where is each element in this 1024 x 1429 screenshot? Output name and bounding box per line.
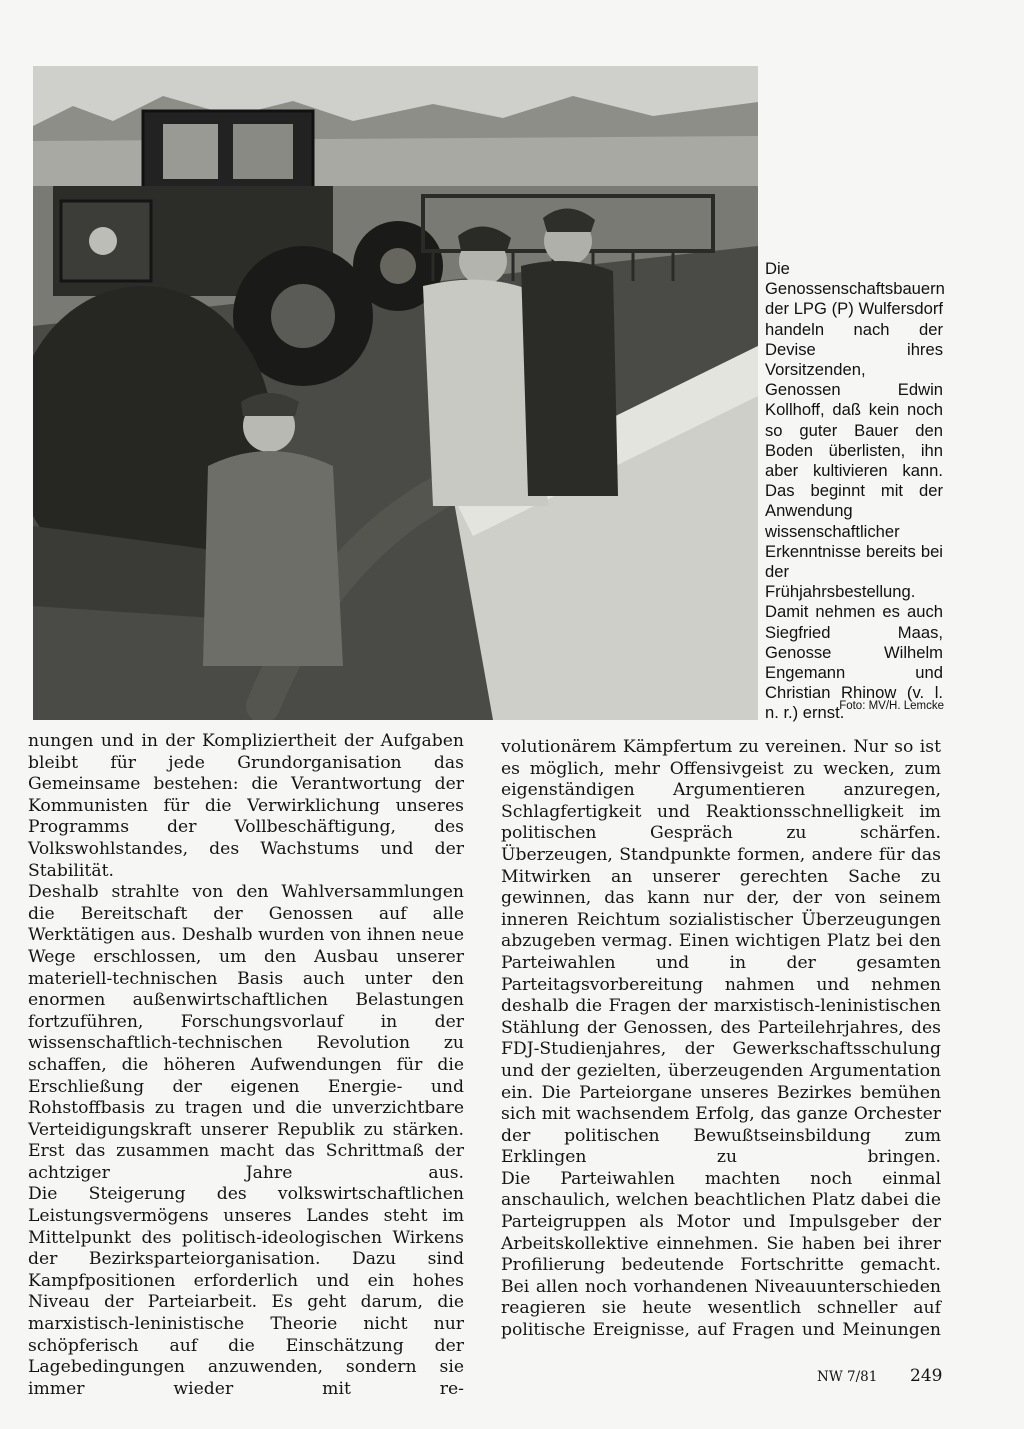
paragraph: Die Steigerung des volkswirtschaftlichen Leistungsvermögens unseres Landes steht im Mittelpunkt des politisch-ideologischen Wirkens der Bezirksparteiorganisation. Dazu sind Kampfpositionen erforderlich und ein hohes Niveau der Parteiarbeit. Es geht darum, die marxistisch-leninistische Theorie nicht nur schöpferisch auf die Einschätzung der Lagebedingungen anzuwenden, sondern sie immer wieder mit re- bbox=[28, 1184, 464, 1399]
photo-credit: Foto: MV/H. Lemcke bbox=[839, 700, 944, 712]
paragraph: volutionärem Kämpfertum zu vereinen. Nur so ist es möglich, mehr Offensivgeist zu wecken, zum eigenständigen Argumentieren anzuregen, Schlagfertigkeit und Reaktionsschnelligkeit im politischen Gespräch zu schärfen. bbox=[501, 737, 941, 844]
left-column bbox=[28, 731, 464, 1400]
photo bbox=[33, 66, 758, 720]
photo-caption: Die Genossenschaftsbauern der LPG (P) Wulfersdorf handeln nach der Devise ihres Vorsitzenden, Genossen Edwin Kollhoff, daß kein noch so guter Bauer den Boden überlisten, ihn aber kultivieren kann. Das beginnt mit der Anwendung wissenschaftlicher Erkenntnisse bereits bei der Frühjahrsbestellung. Damit nehmen es auch Siegfried Maas, Genosse Wilhelm Engemann und Christian Rhinow (v. l. n. r.) ernst. bbox=[765, 259, 945, 723]
page-number: 249 bbox=[910, 1366, 943, 1386]
journal-issue: NW 7/81 bbox=[817, 1369, 878, 1385]
paragraph: nungen und in der Kompliziertheit der Aufgaben bleibt für jede Grundorganisation das Gemeinsame bestehen: die Verantwortung der Kommunisten für die Verwirklichung unseres Programms der Vollbeschäftigung, des Volkswohlstandes, des Wachstums und der Stabilität. bbox=[28, 731, 464, 881]
paragraph: Überzeugen, Standpunkte formen, andere für das Mitwirken an unserer gerechten Sache zu gewinnen, das kann nur der, der von seinem inneren Reichtum sozialistischer Überzeugungen abzugeben vermag. Einen wichtigen Platz bei den Parteiwahlen und in der gesamten Parteitagsvorbereitung nahmen und nehmen deshalb die Fragen der marxistisch-leninistischen Stählung der Genossen, des Parteilehrjahres, des FDJ-Studienjahres, der Gewerkschaftsschulung und der gezielten, überzeugenden Argumentation ein. Die Parteiorgane unseres Bezirkes bemühen sich mit wachsendem Erfolg, das ganze Orchester der politischen Bewußtseinsbildung zum Erklingen zu bringen. bbox=[501, 844, 941, 1168]
paragraph: Die Parteiwahlen machten noch einmal anschaulich, welchen beachtlichen Platz dabei die Parteigruppen als Motor und Impulsgeber der Arbeitskollektive einnehmen. Sie haben bei ihrer Profilierung bedeutende Fortschritte gemacht. Bei allen noch vorhandenen Niveauunterschieden reagieren sie heute wesentlich schneller auf politische Ereignisse, auf Fragen und Meinungen bbox=[501, 1168, 941, 1341]
paragraph: Deshalb strahlte von den Wahlversammlungen die Bereitschaft der Genossen auf alle Werktätigen aus. Deshalb wurden von ihnen neue Wege erschlossen, um den Ausbau unserer materiell-technischen Basis auch unter den enormen außenwirtschaftlichen Belastungen fortzuführen, Forschungsvorlauf in der wissenschaftlich-technischen Revolution zu schaffen, die höheren Aufwendungen für die Erschließung der eigenen Energie- und Rohstoffbasis zu tragen und die unverzichtbare Verteidigungskraft unserer Republik zu stärken. Erst das zusammen macht das Schrittmaß der achtziger Jahre aus. bbox=[28, 882, 464, 1183]
photo-illustration bbox=[33, 66, 758, 720]
right-column bbox=[501, 737, 941, 1342]
